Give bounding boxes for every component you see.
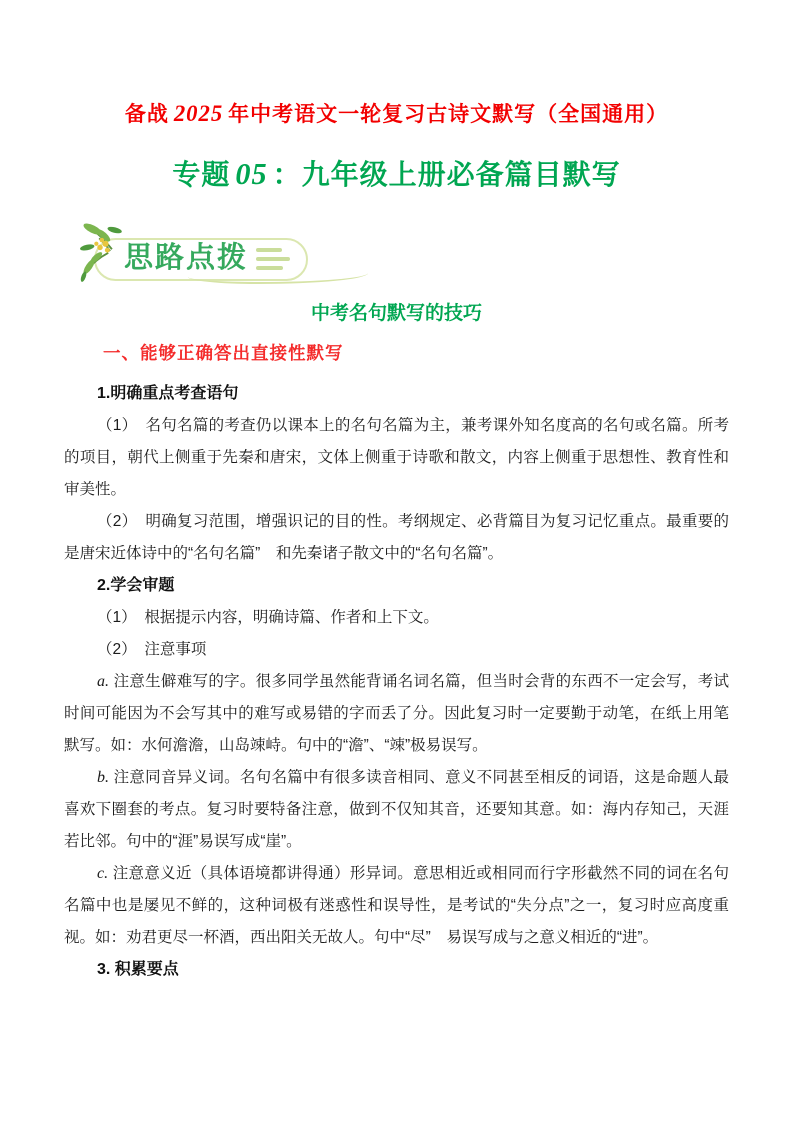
series-title bbox=[64, 100, 729, 129]
subheading-key-sentences: 1.明确重点考查语句 bbox=[97, 385, 239, 402]
paragraph-2-1: （1） 根据提示内容，明确诗篇、作者和上下文。 bbox=[97, 609, 439, 626]
item-b-text: 注意同音异义词。名句名篇中有很多读音相同、意义不同甚至相反的词语，这是命题人最喜欢下圈套的考点。复习时要特备注意，做到不仅知其音，还要知其意。如：海内存知己，天涯若比邻。句中的“涯”易误写成“崖”。 bbox=[64, 769, 729, 850]
badge-swoosh-line bbox=[188, 266, 368, 284]
section-title: 中考名句默写的技巧 bbox=[310, 303, 482, 324]
paragraph-item-a bbox=[64, 666, 729, 762]
series-title-suffix: 年中考语文一轮复习古诗文默写（全国通用） bbox=[228, 103, 669, 126]
tips-badge bbox=[94, 238, 308, 281]
heading-direct-dictation: 一、能够正确答出直接性默写 bbox=[103, 343, 344, 363]
paragraph-1-2: （2） 明确复习范围，增强识记的目的性。考纲规定、必背篇目为复习记忆重点。最重要的是唐宋近体诗中的“名句名篇” 和先秦诸子散文中的“名句名篇”。 bbox=[64, 513, 729, 562]
paragraph-item-b bbox=[64, 762, 729, 858]
item-c-marker: c. bbox=[97, 865, 109, 882]
topic-title-suffix: ：九年级上册必备篇目默写 bbox=[272, 159, 621, 190]
tips-badge-label: 思路点拨 bbox=[124, 242, 249, 274]
item-a-text: 注意生僻难写的字。很多同学虽然能背诵名词名篇，但当时会背的东西不一定会写，考试时间可能因为不会写其中的难写或易错的字而丢了分。因此复习时一定要勤于动笔，在纸上用笔默写。如：水何澹澹，山岛竦峙。句中的“澹”、“竦”极易误写。 bbox=[64, 673, 729, 754]
tips-badge-pill bbox=[94, 238, 308, 281]
topic-title bbox=[64, 155, 729, 194]
body-text bbox=[64, 378, 729, 986]
wheat-leaf-icon bbox=[78, 220, 144, 289]
item-b-marker: b. bbox=[97, 769, 109, 786]
item-c-text: 注意意义近（具体语境都讲得通）形异词。意思相近或相同而行字形截然不同的词在名句名篇中也是屡见不鲜的，这种词极有迷惑性和误导性，是考试的“失分点”之一，复习时应高度重视。如：劝君更尽一杯酒，西出阳关无故人。句中“尽” 易误写成与之意义相近的“进”。 bbox=[64, 865, 729, 946]
series-title-year: 2025 bbox=[173, 101, 224, 126]
item-a-marker: a. bbox=[97, 673, 109, 690]
paragraph-1-1: （1） 名句名篇的考查仍以课本上的名句名篇为主，兼考课外知名度高的名句或名篇。所考的项目，朝代上侧重于先秦和唐宋，文体上侧重于诗歌和散文，内容上侧重于思想性、教育性和审美性。 bbox=[64, 417, 729, 498]
topic-title-number: 05 bbox=[235, 157, 268, 191]
subheading-question-reading: 2.学会审题 bbox=[97, 577, 175, 594]
topic-title-prefix: 专题 bbox=[172, 159, 231, 190]
paragraph-item-c bbox=[64, 858, 729, 954]
subheading-accumulation-points: 3. 积累要点 bbox=[97, 961, 179, 978]
paragraph-2-2: （2） 注意事项 bbox=[97, 641, 207, 658]
series-title-prefix: 备战 bbox=[124, 103, 169, 126]
